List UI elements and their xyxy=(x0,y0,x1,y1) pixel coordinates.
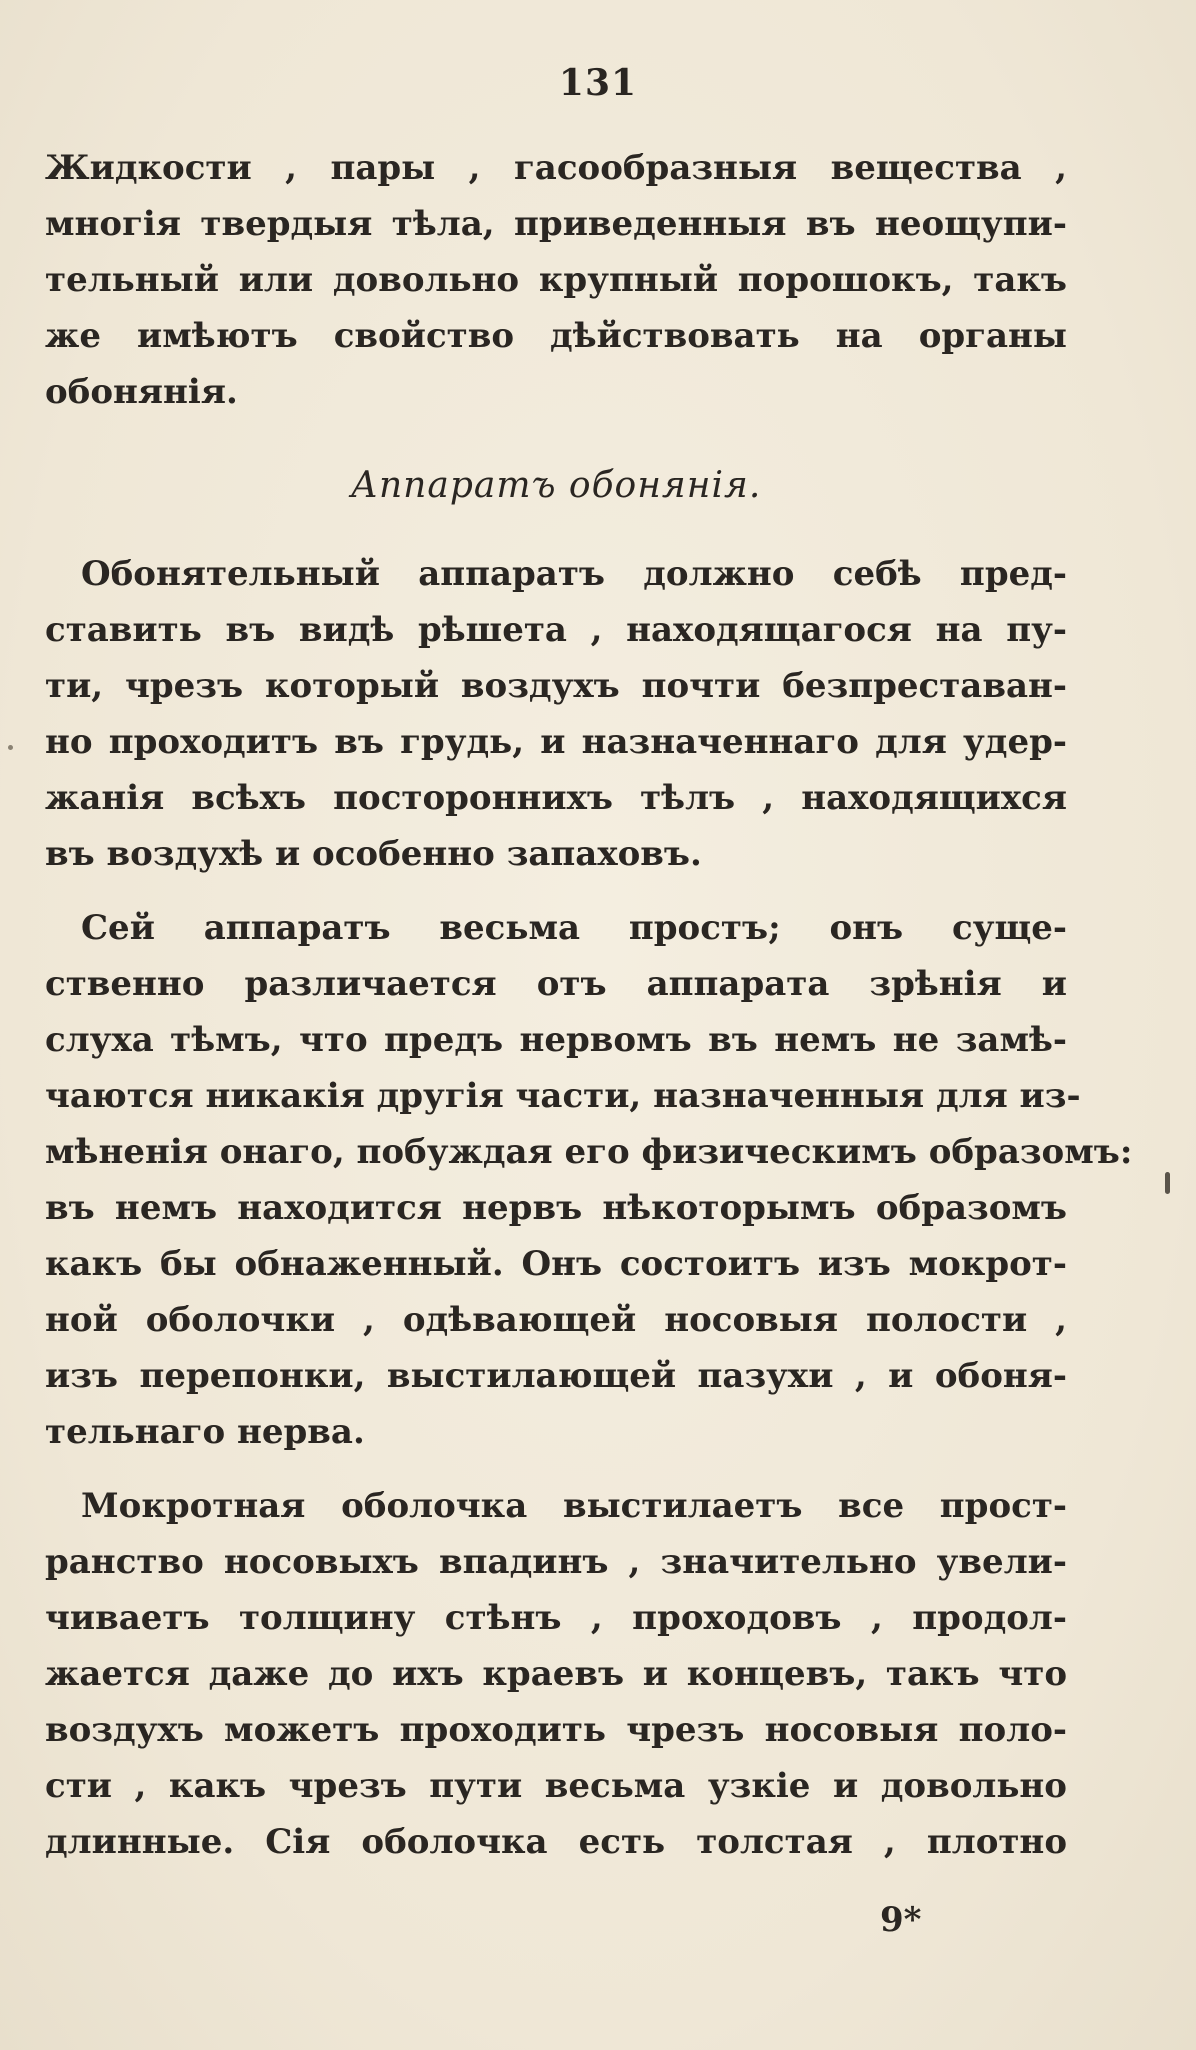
text-line: жанія всѣхъ постороннихъ тѣлъ , находящихся xyxy=(45,778,1067,818)
text-line: ставить въ видѣ рѣшета , находящагося на пу- xyxy=(45,610,1067,650)
text-line: жается даже до ихъ краевъ и концевъ, такъ что xyxy=(45,1654,1067,1694)
text-line: обонянія. xyxy=(45,372,238,412)
text-line: воздухъ можетъ проходить чрезъ носовыя поло- xyxy=(45,1710,1067,1750)
paragraph-1 xyxy=(45,140,1067,420)
body-text xyxy=(45,140,1133,1870)
text-line: изъ перепонки, выстилающей пазухи , и обоня- xyxy=(45,1356,1067,1396)
paragraph-2 xyxy=(45,546,1067,882)
text-line: тельный или довольно крупный порошокъ, такъ xyxy=(45,260,1067,300)
text-line: ственно различается отъ аппарата зрѣнія и xyxy=(45,964,1067,1004)
paragraph-4 xyxy=(45,1478,1067,1870)
text-line: чиваетъ толщину стѣнъ , проходовъ , продол- xyxy=(45,1598,1067,1638)
text-line: чаются никакія другія части, назначенныя для из- xyxy=(45,1076,1081,1116)
signature-mark: 9* xyxy=(880,1900,922,1940)
text-line: Сей аппаратъ весьма простъ; онъ суще- xyxy=(81,908,1067,948)
text-line: но проходитъ въ грудь, и назначеннаго для удер- xyxy=(45,722,1067,762)
text-line: ной оболочки , одѣвающей носовыя полости , xyxy=(45,1300,1067,1340)
text-line: слуха тѣмъ, что предъ нервомъ въ немъ не замѣ- xyxy=(45,1020,1067,1060)
section-heading: Аппаратъ обонянія. xyxy=(350,465,762,506)
text-line: же имѣютъ свойство дѣйствовать на органы xyxy=(45,316,1067,356)
text-line: ти, чрезъ который воздухъ почти безпреставан- xyxy=(45,666,1067,706)
paper-mark xyxy=(1165,1172,1170,1194)
text-line: длинные. Сія оболочка есть толстая , плотно xyxy=(45,1822,1067,1862)
text-line: тельнаго нерва. xyxy=(45,1412,365,1452)
text-line: ранство носовыхъ впадинъ , значительно увели- xyxy=(45,1542,1067,1582)
text-line: Жидкости , пары , гасообразныя вещества , xyxy=(45,148,1067,188)
text-line: въ воздухѣ и особенно запаховъ. xyxy=(45,834,702,874)
text-line: какъ бы обнаженный. Онъ состоитъ изъ мокрот- xyxy=(45,1244,1067,1284)
text-line: Обонятельный аппаратъ должно себѣ пред- xyxy=(81,554,1067,594)
paragraph-3 xyxy=(45,900,1133,1460)
text-line: многія твердыя тѣла, приведенныя въ неощупи- xyxy=(45,204,1067,244)
paper-speck xyxy=(8,745,13,750)
text-line: сти , какъ чрезъ пути весьма узкіе и довольно xyxy=(45,1766,1067,1806)
text-line: мѣненія онаго, побуждая его физическимъ образомъ: xyxy=(45,1132,1133,1172)
text-line: Мокротная оболочка выстилаетъ все прост- xyxy=(81,1486,1067,1526)
text-line: въ немъ находится нервъ нѣкоторымъ образомъ xyxy=(45,1188,1067,1228)
page-number: 131 xyxy=(558,62,638,104)
